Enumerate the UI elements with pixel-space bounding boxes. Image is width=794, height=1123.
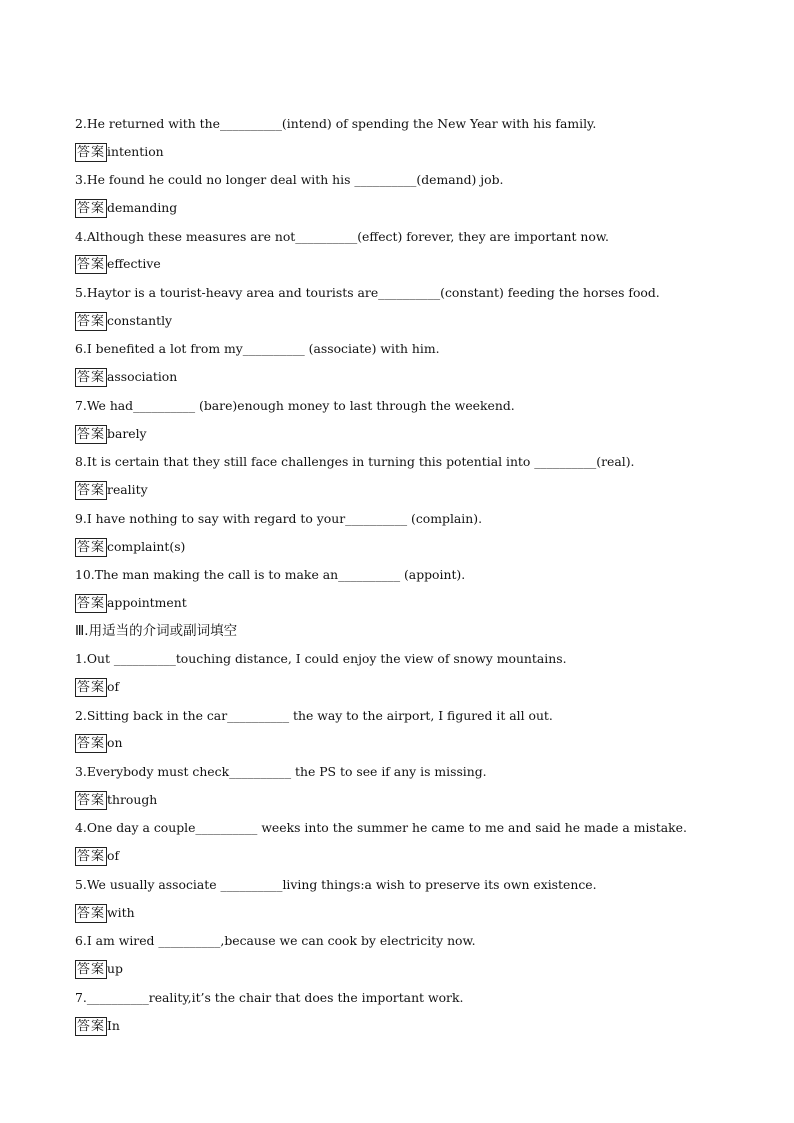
answer-value: with — [107, 905, 135, 920]
answer-line — [75, 790, 157, 810]
answer-line — [75, 959, 123, 979]
answer-value: In — [107, 1018, 120, 1033]
question-line: 6.I am wired __________,because we can cook by electricity now. — [75, 933, 476, 948]
answer-line — [75, 1016, 120, 1036]
answer-badge: 答案 — [77, 735, 106, 751]
answer-line — [75, 846, 119, 866]
answer-badge: 答案 — [77, 595, 106, 611]
question-line: 7.We had__________ (bare)enough money to last through the weekend. — [75, 398, 515, 413]
answer-value: intention — [107, 144, 164, 159]
answer-line — [75, 593, 187, 613]
answer-badge: 答案 — [77, 1018, 106, 1034]
answer-badge: 答案 — [77, 848, 106, 864]
answer-value: constantly — [107, 313, 173, 328]
answer-value: barely — [107, 426, 147, 441]
question-line: 2.Sitting back in the car__________ the way to the airport, I figured it all out. — [75, 708, 553, 723]
answer-line — [75, 142, 164, 162]
question-line: 1.Out __________touching distance, I could enjoy the view of snowy mountains. — [75, 651, 567, 666]
question-line: 3.He found he could no longer deal with his __________(demand) job. — [75, 172, 504, 187]
question-line: 5.We usually associate __________living things:a wish to preserve its own existence. — [75, 877, 597, 892]
answer-value: on — [107, 735, 123, 750]
answer-badge: 答案 — [77, 539, 106, 555]
answer-badge: 答案 — [77, 426, 106, 442]
answer-line — [75, 677, 119, 697]
question-line: 4.One day a couple__________ weeks into the summer he came to me and said he made a mistake. — [75, 820, 687, 835]
answer-line — [75, 537, 185, 557]
answer-badge: 答案 — [77, 313, 106, 329]
question-line: 4.Although these measures are not__________(effect) forever, they are important now. — [75, 229, 609, 244]
answer-value: demanding — [107, 200, 178, 215]
answer-badge: 答案 — [77, 200, 106, 216]
answer-line — [75, 254, 161, 274]
answer-badge: 答案 — [77, 679, 106, 695]
question-line: 9.I have nothing to say with regard to your__________ (complain). — [75, 511, 483, 526]
answer-line — [75, 311, 172, 331]
answer-badge: 答案 — [77, 905, 106, 921]
question-line: 3.Everybody must check__________ the PS to see if any is missing. — [75, 764, 487, 779]
answer-line — [75, 198, 177, 218]
question-line: 10.The man making the call is to make an__________ (appoint). — [75, 567, 466, 582]
answer-value: through — [107, 792, 158, 807]
section-heading: Ⅲ.用适当的介词或副词填空 — [75, 623, 238, 639]
answer-badge: 答案 — [77, 961, 106, 977]
answer-badge: 答案 — [77, 144, 106, 160]
answer-value: association — [107, 369, 178, 384]
answer-value: effective — [107, 256, 161, 271]
answer-line — [75, 480, 148, 500]
answer-value: complaint(s) — [107, 539, 186, 554]
answer-value: up — [107, 961, 123, 976]
answer-value: of — [107, 848, 120, 863]
question-line: 2.He returned with the__________(intend) of spending the New Year with his family. — [75, 116, 597, 131]
answer-value: reality — [107, 482, 148, 497]
question-line: 6.I benefited a lot from my__________ (associate) with him. — [75, 341, 440, 356]
question-line: 5.Haytor is a tourist-heavy area and tourists are__________(constant) feeding the horses food. — [75, 285, 660, 300]
answer-line — [75, 424, 147, 444]
question-line: 7.__________reality,it’s the chair that does the important work. — [75, 990, 464, 1005]
answer-badge: 答案 — [77, 256, 106, 272]
answer-line — [75, 903, 135, 923]
answer-line — [75, 367, 177, 387]
question-line: 8.It is certain that they still face challenges in turning this potential into __________(real). — [75, 454, 635, 469]
answer-value: of — [107, 679, 120, 694]
answer-line — [75, 733, 122, 753]
answer-badge: 答案 — [77, 369, 106, 385]
answer-badge: 答案 — [77, 482, 106, 498]
answer-badge: 答案 — [77, 792, 106, 808]
answer-value: appointment — [107, 595, 187, 610]
